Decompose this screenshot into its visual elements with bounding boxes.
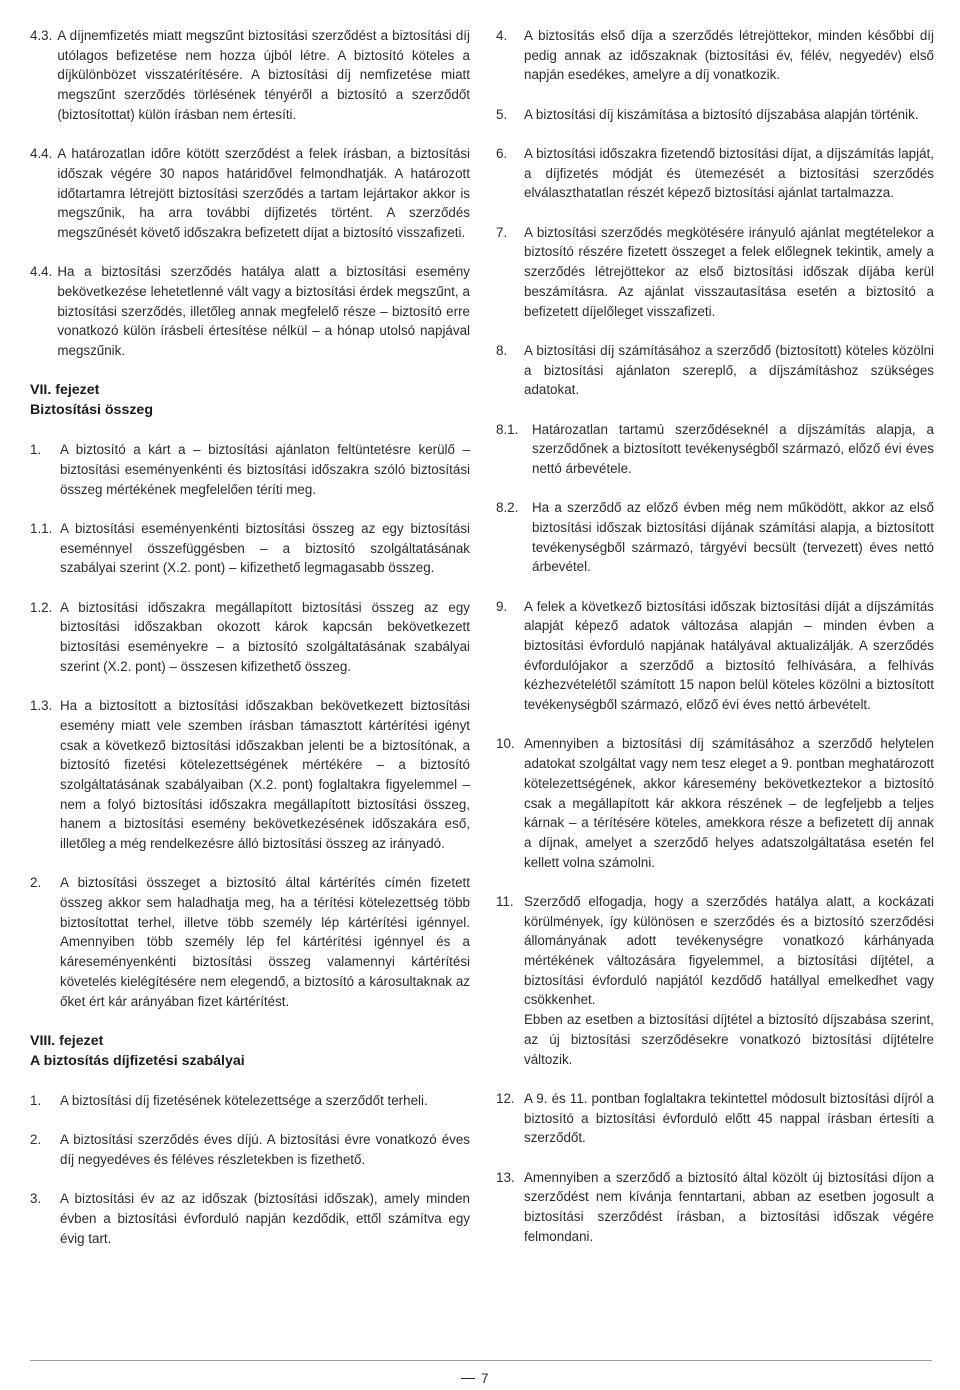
- chapter-8-item-2: [30, 1130, 470, 1169]
- paragraph-number: 8.: [496, 342, 508, 358]
- paragraph-number: 4.4.: [30, 146, 53, 162]
- paragraph-number: 2.: [30, 875, 42, 891]
- paragraph-number: 5.: [496, 106, 508, 122]
- paragraph-text: Ha a biztosított a biztosítási időszakban bekövetkezett biztosítási esemény miatt vele szemben írásban támasztott kártérítési igényt csak a következő biztosítási időszakban jelenti be a biztosítónak, a biztosító fizetési kötelezettségének mértékére – a biztosító szolgáltatásának szabályaiban (X.2. pont) foglaltakra figyelemmel – nem a folyó biztosítási időszakra megállapított biztosítási összeg, hanem a biztosítási esemény bekövetkezésének időszakára eső, illetőleg a még rendelkezésre álló biztosítási összeg az irányadó.: [60, 698, 470, 852]
- page-footer: [461, 1371, 488, 1386]
- paragraph-text: Határozatlan tartamú szerződéseknél a díjszámítás alapja, a szerződőnek a biztosított tevékenységből származó, előző évi éves nettó árbevétele.: [532, 421, 934, 476]
- chapter-8-item-9: [496, 597, 934, 715]
- paragraph-number: 4.4.: [30, 264, 53, 280]
- chapter-8-item-11: [496, 892, 934, 1069]
- paragraph-text: Amennyiben a szerződő a biztosító által közölt új biztosítási díjon a szerződést nem kívánja fenntartani, abban az esetben jogosult a biztosítási szerződést írásban, a biztosítási időszak végére felmondani.: [524, 1169, 934, 1244]
- paragraph-text: A biztosítási díj számításához a szerződő (biztosított) köteles közölni a biztosítási ajánlaton szereplő, a díjszámításhoz szükséges adatokat.: [524, 342, 934, 398]
- paragraph-text: A biztosítási díj fizetésének kötelezettsége a szerződőt terheli.: [60, 1092, 428, 1108]
- chapter-7-item-1-3: [30, 696, 470, 854]
- paragraph-number: 3.: [30, 1191, 42, 1207]
- chapter-7-item-2: [30, 873, 470, 1011]
- paragraph-number: 1.3.: [30, 698, 53, 714]
- left-column: [30, 26, 470, 1268]
- paragraph-number: 10.: [496, 736, 515, 752]
- chapter-7-title: Biztosítási összeg: [30, 402, 153, 419]
- paragraph-text: A 9. és 11. pontban foglaltakra tekintettel módosult biztosítási díjról a biztosító a biztosítási évforduló előtt 45 nappal írásban értesíti a szerződőt.: [524, 1090, 934, 1146]
- chapter-7-item-1: [30, 440, 470, 499]
- paragraph-number: 1.1.: [30, 521, 53, 537]
- paragraph-text: A biztosítási időszakra fizetendő biztosítási díjat, a díjszámítás lapját, a díjfizetés módját és ütemezését a biztosítási szerződés elválaszthatatlan részét képező biztosítási ajánlat tartalmazza.: [524, 146, 934, 201]
- chapter-8-item-10: [496, 734, 934, 872]
- paragraph-4-4-second: [30, 262, 470, 361]
- paragraph-text: A biztosítási eseményenkénti biztosítási összeg az egy biztosítási eseménnyel összefüggésben – a biztosító szolgáltatásának szabályai szerint (X.2. pont) – kifizethető legmagasabb összeg.: [60, 521, 470, 576]
- paragraph-number: 7.: [496, 224, 508, 240]
- paragraph-text: A határozatlan időre kötött szerződést a felek írásban, a biztosítási időszak végére 30 napos határidővel felmondhatják. A határozott időtartamra létrejött biztosítási szerződés a tartam lejártakor akkor is megszűnik, ha arra további díjfizetés történt. A szerződés megszűnését követő időszakra befizetett díjat a biztosító visszafizeti.: [57, 146, 470, 240]
- paragraph-text: A biztosítási díj kiszámítása a biztosító díjszabása alapján történik.: [524, 106, 919, 122]
- paragraph-number: 1.: [30, 1092, 42, 1108]
- paragraph-text: A biztosítási összeget a biztosító által kártérítés címén fizetett összeg akkor sem haladhatja meg, ha a térítési kötelezettség több biztosítottat terhel, illetve több személy lép kártérítési igénnyel. Amennyiben több személy lép fel kártérítési igénnyel és a káreseményenkénti biztosítási összeg valamennyi kártérítési követelés kielégítésére nem elegendő, a biztosító a károsultaknak az őket ért kár arányában fizet kártérítést.: [60, 875, 470, 1009]
- chapter-8-item-6: [496, 144, 934, 203]
- paragraph-text: A biztosítási év az az időszak (biztosítási időszak), amely minden évben a biztosítási évforduló napján kezdődik, ettől számítva egy évig tart.: [60, 1191, 470, 1246]
- chapter-8-title: A biztosítás díjfizetési szabályai: [30, 1052, 245, 1069]
- paragraph-number: 1.2.: [30, 599, 53, 615]
- paragraph-text: A biztosítási időszakra megállapított biztosítási összeg az egy biztosítási időszakban okozott károk kapcsán bekövetkezett biztosítási eseményekre – a biztosító szolgáltatásának szabályai szerint (X.2. pont) – összesen kifizethető összeg.: [60, 599, 470, 674]
- chapter-7-number: VII. fejezet: [30, 382, 100, 399]
- chapter-8-item-13: [496, 1168, 934, 1247]
- paragraph-text: A biztosító a kárt a – biztosítási ajánlaton feltüntetésre kerülő – biztosítási eseményenkénti és biztosítási időszakra szóló biztosítási összeg mértékének megfelelően téríti meg.: [60, 442, 470, 497]
- paragraph-number: 11.: [496, 893, 514, 909]
- chapter-8-item-5: [496, 105, 934, 125]
- chapter-8-item-8-2: [496, 498, 934, 577]
- paragraph-number: 2.: [30, 1132, 42, 1148]
- paragraph-text: A biztosítási szerződés éves díjú. A biztosítási évre vonatkozó éves díj negyedéves és féléves részletekben is fizethető.: [60, 1132, 470, 1167]
- chapter-8-item-3: [30, 1189, 470, 1248]
- chapter-8-item-12: [496, 1089, 934, 1148]
- paragraph-text: A biztosítási szerződés megkötésére irányuló ajánlat megtételekor a biztosító részére fizetett összeget a felek előlegnek tekintik, amely a szerződés létrejöttekor az első biztosítási időszak díjába kerül beszámításra. Az ajánlat visszautasítása esetén a biztosító a befizetett díjelőleget visszafizeti.: [524, 224, 934, 319]
- paragraph-number: 9.: [496, 598, 508, 614]
- footer-divider: [30, 1360, 932, 1361]
- paragraph-text: Szerződő elfogadja, hogy a szerződés hatálya alatt, a kockázati körülmények, így különösen e szerződés és a biztosító szerződési állományának adott tevékenységre vonatkozó kárhányada mértékének változására figyelemmel, a biztosítási díjtétel, a biztosítási évforduló napjától kezdődő hatállyal emelkedhet vagy csökkenhet. Ebben az esetben a biztosítási díjtétel a biztosító díjszabása szerint, az új biztosítási szerződésekre vonatkozó biztosítási díjtételre változik.: [524, 893, 934, 1067]
- paragraph-number: 12.: [496, 1090, 515, 1106]
- page-number-dash: [461, 1378, 475, 1379]
- paragraph-4-4: [30, 144, 470, 243]
- paragraph-number: 4.: [496, 28, 508, 43]
- paragraph-number: 6.: [496, 146, 508, 161]
- chapter-7-item-1-2: [30, 598, 470, 677]
- paragraph-number: 8.2.: [496, 500, 519, 516]
- paragraph-text: Amennyiben a biztosítási díj számításához a szerződő helytelen adatokat szolgáltat vagy nem tesz eleget a 9. pontban meghatározott kötelezettségének, akkor káresemény bekövetkeztekor a biztosító csak a megállapított kár akkora részének – de legfeljebb a teljes kárnak – a térítésére köteles, amekkora része a befizetett díj annak a díjnak, amelyet a szerződő helyes adatszolgáltatása esetén fel kellett volna számolni.: [524, 736, 934, 870]
- chapter-8-item-1: [30, 1091, 470, 1111]
- chapter-8-item-8-1: [496, 420, 934, 479]
- paragraph-number: 4.3.: [30, 28, 53, 43]
- paragraph-number: 1.: [30, 442, 42, 458]
- paragraph-4-3: [30, 26, 470, 125]
- chapter-7-item-1-1: [30, 519, 470, 578]
- chapter-8-number: VIII. fejezet: [30, 1032, 104, 1049]
- chapter-8-item-7: [496, 223, 934, 322]
- paragraph-text: A biztosítás első díja a szerződés létrejöttekor, minden későbbi díj pedig annak az időszaknak (biztosítási év, félév, negyedév) első napján esedékes, amelyre a díj vonatkozik.: [524, 28, 934, 83]
- paragraph-text: A díjnemfizetés miatt megszűnt biztosítási szerződést a biztosítási díj utólagos befizetése nem hozza újból létre. A biztosító köteles a díjkülönbözet visszatérítésére. A biztosítási díj nemfizetése miatt megszűnt szerződés törlésének tényéről a biztosító a szerződőt (biztosítottat) külön írásban nem értesíti.: [57, 28, 470, 122]
- paragraph-text: Ha a szerződő az előző évben még nem működött, akkor az első biztosítási időszak biztosítási díjának számítási alapja, a biztosított tevékenységből származó, tárgyévi becsült (tervezett) éves nettó árbevétel.: [532, 500, 934, 575]
- paragraph-text: A felek a következő biztosítási időszak biztosítási díját a díjszámítás alapját képező adatok változása alapján – minden évben a biztosítási évforduló napjának hatályával aktualizálják. A szerződés évfordulójakor a szerződő a biztosító felhívására, a felhívás kézhezvételétől számított 15 napon belül köteles közölni a biztosított tevékenységből származó, előző évi éves nettó árbevételt.: [524, 598, 934, 713]
- chapter-8-item-4: [496, 26, 934, 85]
- page-number: 7: [481, 1371, 489, 1386]
- paragraph-number: 8.1.: [496, 421, 519, 437]
- chapter-7-heading: [30, 380, 470, 420]
- right-column: [496, 26, 934, 1266]
- paragraph-text: Ha a biztosítási szerződés hatálya alatt a biztosítási esemény bekövetkezése lehetetlenné vált vagy a biztosítási érdek megszűnt, a biztosítási szerződés, illetőleg annak megfelelő része – biztosító erre vonatkozó külön írásbeli értesítése nélkül – a hónap utolsó napjával megszűnik.: [57, 264, 470, 359]
- chapter-8-heading: [30, 1031, 470, 1071]
- paragraph-number: 13.: [496, 1169, 515, 1185]
- chapter-8-item-8: [496, 341, 934, 400]
